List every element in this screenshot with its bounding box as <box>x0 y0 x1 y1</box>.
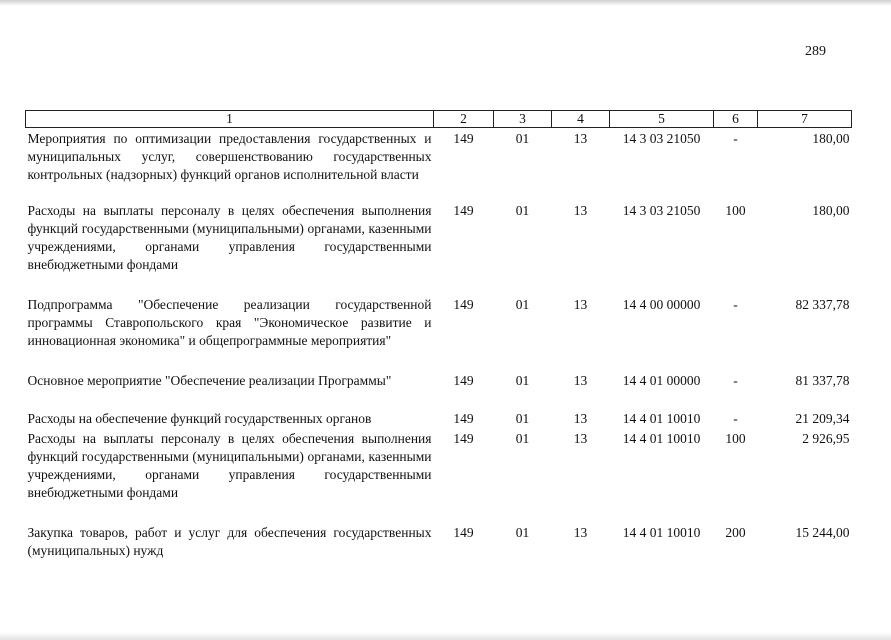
cell-amount: 180,00 <box>812 202 850 218</box>
cell-subsection: 13 <box>573 410 588 426</box>
cell-section: 01 <box>515 131 530 146</box>
cell-amount: 81 337,78 <box>795 372 850 388</box>
row-name: Закупка товаров, работ и услуг для обеспечения государственных (муниципальных) нужд <box>27 524 432 558</box>
cell-subsection: 13 <box>573 430 588 446</box>
row-name: Расходы на выплаты персоналу в целях обеспечения выполнения функций государственными (муниципальными) органами, казенными учреждениями, органами управления государственными внебюджетными фондами <box>27 202 432 272</box>
cell-amount: 21 209,34 <box>795 410 850 426</box>
cell-admin-code: 149 <box>453 131 474 146</box>
cell-admin-code: 149 <box>453 202 474 218</box>
row-name: Основное мероприятие "Обеспечение реализации Программы" <box>27 372 392 388</box>
cell-section: 01 <box>515 372 530 388</box>
cell-expense-type: - <box>733 296 738 312</box>
cell-expense-type: 100 <box>725 430 746 446</box>
cell-target-article: 14 4 01 10010 <box>622 410 701 426</box>
row-name: Мероприятия по оптимизации предоставления государственных и муниципальных услуг, совершенствованию государственных контрольных (надзорных) функций органов исполнительной власти <box>27 131 432 182</box>
cell-admin-code: 149 <box>453 410 474 426</box>
scan-top-edge <box>0 0 891 6</box>
cell-target-article: 14 4 01 00000 <box>622 372 701 388</box>
table-row <box>26 370 852 408</box>
column-header-6: 6 <box>714 111 758 128</box>
column-header-2: 2 <box>434 111 494 128</box>
cell-admin-code: 149 <box>453 372 474 388</box>
table-row <box>26 408 852 428</box>
table-row <box>26 200 852 294</box>
cell-target-article: 14 3 03 21050 <box>622 131 701 146</box>
cell-section: 01 <box>515 430 530 446</box>
cell-section: 01 <box>515 296 530 312</box>
cell-section: 01 <box>515 202 530 218</box>
column-header-7: 7 <box>758 111 852 128</box>
cell-section: 01 <box>515 524 530 540</box>
cell-expense-type: - <box>733 410 738 426</box>
cell-admin-code: 149 <box>453 524 474 540</box>
cell-expense-type: 100 <box>725 202 746 218</box>
row-name: Подпрограмма "Обеспечение реализации государственной программы Ставропольского края "Экономическое развитие и инновационная экономика" и общепрограммные мероприятия" <box>27 296 432 348</box>
cell-amount: 2 926,95 <box>802 430 850 446</box>
cell-target-article: 14 4 01 10010 <box>622 524 701 540</box>
page-number: 289 <box>805 44 826 59</box>
cell-amount: 180,00 <box>812 131 850 146</box>
cell-subsection: 13 <box>573 524 588 540</box>
row-name: Расходы на выплаты персоналу в целях обеспечения выполнения функций государственными (муниципальными) органами, казенными учреждениями, органами управления государственными внебюджетными фондами <box>27 430 432 500</box>
table-row <box>26 294 852 370</box>
budget-table <box>25 110 852 562</box>
cell-target-article: 14 4 00 00000 <box>622 296 701 312</box>
column-header-5: 5 <box>610 111 714 128</box>
cell-amount: 15 244,00 <box>795 524 850 540</box>
cell-subsection: 13 <box>573 202 588 218</box>
cell-admin-code: 149 <box>453 296 474 312</box>
column-header-3: 3 <box>494 111 552 128</box>
cell-amount: 82 337,78 <box>795 296 850 312</box>
cell-subsection: 13 <box>573 296 588 312</box>
cell-expense-type: - <box>733 131 738 146</box>
column-header-1: 1 <box>26 111 434 128</box>
cell-expense-type: - <box>733 372 738 388</box>
cell-target-article: 14 3 03 21050 <box>622 202 701 218</box>
cell-target-article: 14 4 01 10010 <box>622 430 701 446</box>
table-header-row <box>26 111 852 128</box>
cell-subsection: 13 <box>573 372 588 388</box>
table-row <box>26 522 852 562</box>
table-row <box>26 128 852 200</box>
cell-subsection: 13 <box>573 131 588 146</box>
column-header-4: 4 <box>552 111 610 128</box>
row-name: Расходы на обеспечение функций государственных органов <box>27 410 372 426</box>
cell-expense-type: 200 <box>725 524 746 540</box>
cell-section: 01 <box>515 410 530 426</box>
table-row <box>26 428 852 522</box>
scan-bottom-edge <box>0 632 891 640</box>
cell-admin-code: 149 <box>453 430 474 446</box>
